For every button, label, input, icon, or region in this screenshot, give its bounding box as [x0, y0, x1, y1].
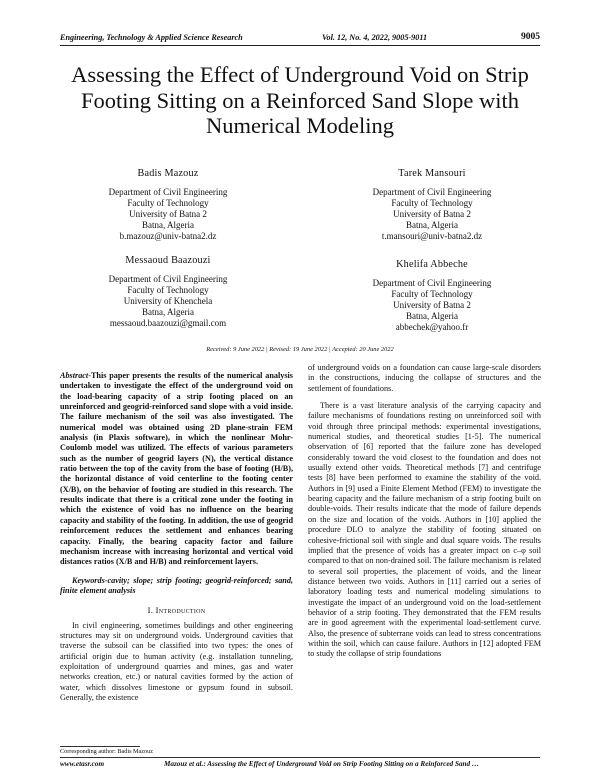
author-faculty: Faculty of Technology [391, 198, 473, 208]
running-footer [60, 760, 540, 770]
author-location: Batna, Algeria [142, 307, 194, 317]
author-block-2 [332, 168, 532, 242]
corresponding-author-note: Corresponding author: Badis Mazouz [60, 748, 153, 755]
right-column [308, 363, 541, 660]
section-heading-introduction: I. Introduction [147, 605, 206, 616]
submission-dates: Received: 9 June 2022 | Revised: 19 June 2022 | Accepted: 20 June 2022 [206, 346, 394, 353]
keywords: Keywords-cavity; slope; strip footing; geogrid-reinforced; sand, finite element analysis [60, 575, 293, 595]
author-department: Department of Civil Engineering [372, 187, 492, 197]
author-email[interactable]: t.mansouri@univ-batna2.dz [381, 231, 483, 241]
abstract [60, 371, 293, 568]
left-column [60, 371, 293, 703]
author-name: Badis Mazouz [137, 168, 199, 179]
author-university: University of Khenchela [123, 296, 213, 306]
page-number: 9005 [521, 32, 540, 42]
author-location: Batna, Algeria [142, 220, 194, 230]
author-block-4 [332, 259, 532, 333]
author-department: Department of Civil Engineering [108, 187, 228, 197]
volume-info: Vol. 12, No. 4, 2022, 9005-9011 [322, 33, 428, 42]
author-name: Khelifa Abbeche [396, 259, 468, 270]
author-department: Department of Civil Engineering [372, 278, 492, 288]
author-email[interactable]: b.mazouz@univ-batna2.dz [119, 231, 217, 241]
intro-paragraph-1: In civil engineering, sometimes buildings and other engineering structures may sit on underground voids. Underground cavities that traverse the subsoil can be classified into two types: the ones of artificial origin due to human activity (e.g. installation tunneling, exploitation of underground quarries and mines, gas and water networks creation, etc.) or natural cavities formed by the action of water, which dissolves limestone or gypsum found in subsoil. Generally, the existence [60, 620, 293, 702]
author-block-1 [68, 168, 268, 242]
paper-title: Assessing the Effect of Underground Void on Strip Footing Sitting on a Reinforced Sand Slope with Numerical Modeling [71, 62, 529, 138]
author-university: University of Batna 2 [393, 300, 471, 310]
footer-citation: Mazouz et al.: Assessing the Effect of Underground Void on Strip Footing Sitting on a Reinforced Sand … [164, 760, 480, 768]
journal-website-link[interactable]: www.etasr.com [60, 760, 105, 768]
author-name: Messaoud Baazouzi [125, 255, 211, 266]
author-faculty: Faculty of Technology [127, 198, 209, 208]
author-faculty: Faculty of Technology [391, 289, 473, 299]
author-faculty: Faculty of Technology [127, 285, 209, 295]
abstract-label: Abstract- [60, 371, 91, 380]
footer-divider [60, 757, 540, 758]
author-email[interactable]: messaoud.baazouzi@gmail.com [109, 318, 227, 328]
author-email[interactable]: abbechek@yahoo.fr [395, 322, 469, 332]
author-university: University of Batna 2 [129, 209, 207, 219]
intro-paragraph-1-continued: of underground voids on a foundation can cause large-scale disorders in the constructions, inducing the collapse of structures and the settlement of foundations. [308, 363, 541, 393]
author-department: Department of Civil Engineering [108, 274, 228, 284]
footnote-divider [60, 746, 140, 747]
author-location: Batna, Algeria [406, 311, 458, 321]
author-name: Tarek Mansouri [398, 168, 466, 179]
intro-paragraph-2: There is a vast literature analysis of the carrying capacity and failure mechanisms of foundations resting on unreinforced soil with void through three principal methods: experimental investigations, numerical studies, and theoretical studies [1-5]. The numerical observation of [6] reported that the failure zone has developed considerably toward the void closest to the foundation and does not usually extend other voids. Theoretical methods [7] and centrifuge tests [8] have been performed to examine the stability of the void. Authors in [9] used a Finite Element Method (FEM) to investigate the bearing capacity and the failure mechanism of a strip footing built on double-voids. Their results indicate that the mode of failure depends on the size and location of the voids. Authors in [10] applied the procedure DLO to analyze the stability of footing situated on cohesive-frictional soil with single and dual square voids. The results implied that the presence of voids has a greater impact on c–φ soil compared to that on non-drained soil. The failure mechanism is related to several soil properties, the placement of voids, and the linear distance between two voids. Authors in [11] carried out a series of laboratory loading tests and numerical modeling simulations to investigate the impact of an underground void on the load-settlement behavior of a strip footing. They demonstrated that the FEM results are in good agreement with the experimental load-settlement curve. Also, the presence of subterrane voids can lead to stress concentrations within the soil, which can cause failure. Authors in [12] adopted FEM to study the collapse of strip foundations [308, 401, 541, 659]
author-location: Batna, Algeria [406, 220, 458, 230]
author-block-3 [68, 255, 268, 329]
journal-name: Engineering, Technology & Applied Science Research [60, 33, 243, 42]
author-university: University of Batna 2 [393, 209, 471, 219]
running-header [60, 33, 540, 46]
abstract-text: This paper presents the results of the numerical analysis undertaken to investigate the effect of the underground void on the load-bearing capacity of a strip footing placed on an unreinforced and geogrid-reinforced sand slope with a void inside. The failure mechanism of the soil was also investigated. The numerical model was obtained using 2D plane-strain FEM analysis (in Plaxis software), in which the nonlinear Mohr-Coulomb model was utilized. The effects of various parameters such as the number of geogrid layers (N), the vertical distance ratio between the top of the cavity from the base of footing (H/B), the horizontal distance of void centerline to the footing center (X/B), on the behavior of footing are studied in this research. The results indicate that there is a critical zone under the footing in which the existence of void has no influence on the bearing capacity and stability of the footing. In addition, the use of geogrid reinforcement reduces the settlement and enhances bearing capacity. Finally, the bearing capacity factor and failure mechanism increase with increasing horizontal and vertical void distances ratios (X/B and H/B) and reinforcement layers. [60, 371, 293, 567]
